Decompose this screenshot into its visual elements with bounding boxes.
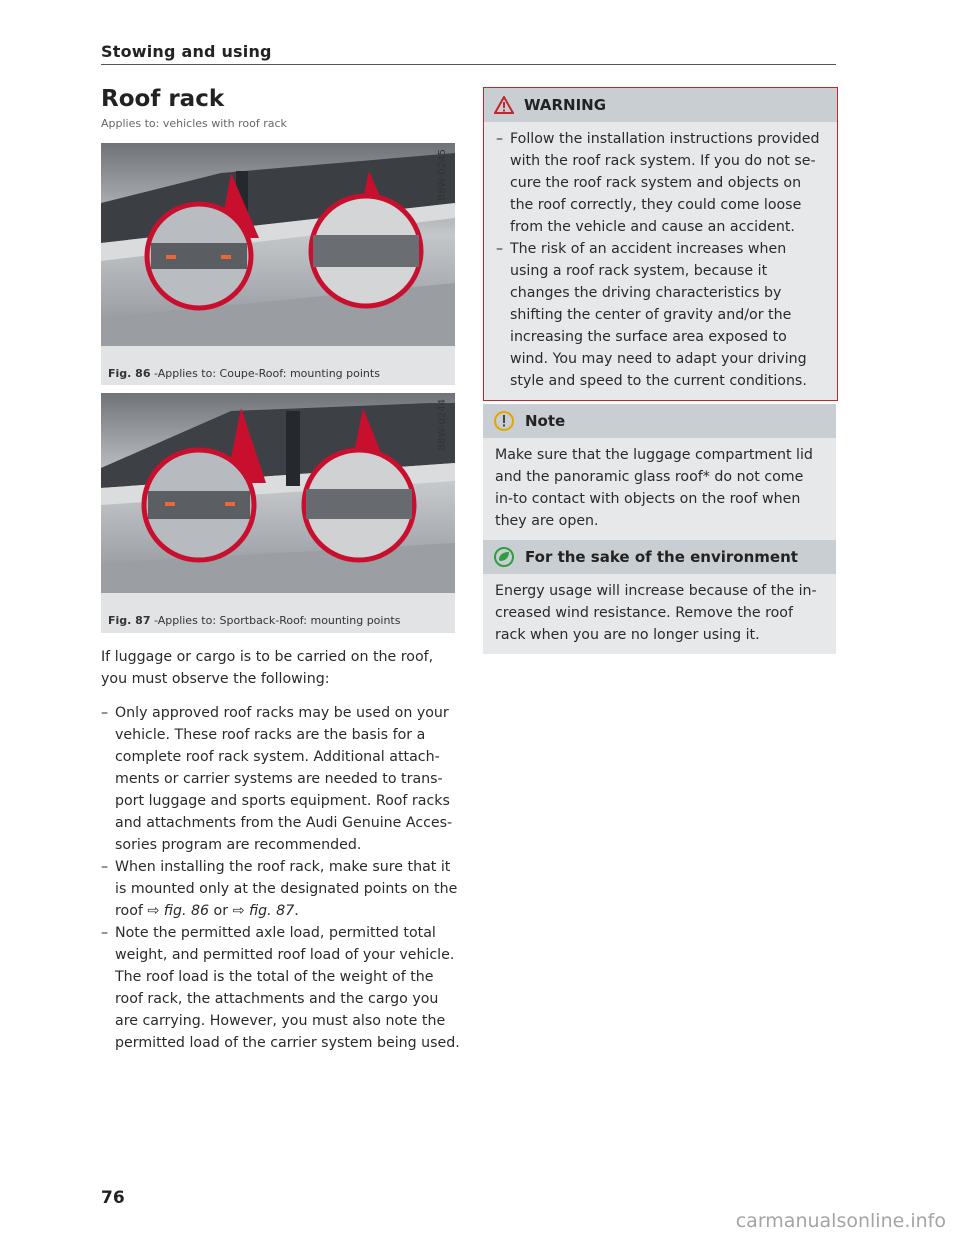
environment-text: Energy usage will increase because of the in-creased wind resistance. Remove the roof rack when you are no longer using it. — [495, 583, 817, 643]
warning-title: WARNING — [524, 96, 607, 114]
warning-triangle-icon — [494, 96, 514, 114]
list-item — [101, 856, 461, 922]
figure-86-caption-text: -Applies to: Coupe-Roof: mounting points — [150, 367, 380, 380]
list-item: – Note the permitted axle load, permitted total weight, and permitted roof load of your vehicle. The roof load is the total of the weight of the roof rack, the attachments and the cargo you are carrying. However, you must also note the permitted load of the carrier system being used. — [101, 922, 461, 1054]
note-title: Note — [525, 412, 566, 430]
environment-box — [483, 540, 836, 654]
list-item-text: When installing the roof rack, make sure that it is mounted only at the designated points on the roof — [115, 859, 458, 919]
body-text — [101, 646, 461, 1054]
figure-87-caption-text: -Applies to: Sportback-Roof: mounting points — [150, 614, 401, 627]
note-body — [483, 438, 836, 540]
intro-paragraph: If luggage or cargo is to be carried on the roof, you must observe the following: — [101, 649, 434, 687]
warning-header — [484, 88, 837, 122]
figure-87-number: Fig. 87 — [108, 614, 151, 627]
applies-to-note: Applies to: vehicles with roof rack — [101, 117, 287, 130]
info-circle-icon — [493, 410, 515, 432]
figure-87-code: B8W-0244 — [437, 399, 448, 451]
note-header — [483, 404, 836, 438]
figure-87-photo — [101, 393, 455, 593]
warning-list — [496, 128, 825, 392]
fig-86-link[interactable]: ⇨ fig. 86 — [147, 903, 210, 919]
requirements-list — [101, 702, 461, 1054]
environment-header — [483, 540, 836, 574]
warning-box — [483, 87, 838, 401]
leaf-icon — [493, 546, 515, 568]
fig-87-link[interactable]: ⇨ fig. 87 — [232, 903, 295, 919]
figure-86-caption — [108, 367, 380, 380]
page-title: Roof rack — [101, 86, 225, 112]
environment-title: For the sake of the environment — [525, 548, 798, 566]
figure-87-caption — [108, 614, 400, 627]
list-item: – Follow the installation instructions provided with the roof rack system. If you do not se-cure the roof rack system and objects on the roof correctly, they could come loose from the vehicle and cause an accident. — [496, 128, 825, 238]
watermark: carmanualsonline.info — [735, 1210, 946, 1232]
figure-86-photo — [101, 143, 455, 346]
environment-body — [483, 574, 836, 654]
list-item-text: . — [294, 903, 299, 919]
warning-body — [484, 122, 837, 400]
section-title: Stowing and using — [101, 42, 272, 61]
header-rule — [101, 64, 836, 65]
page-number: 76 — [101, 1188, 125, 1208]
note-box — [483, 404, 836, 540]
list-item: – Only approved roof racks may be used on your vehicle. These roof racks are the basis for a complete roof rack system. Additional attach-ments or carrier systems are needed to trans-port luggage and sports equipment. Roof racks and attachments from the Audi Genuine Acces-sories program are recommended. — [101, 702, 461, 856]
figure-86-number: Fig. 86 — [108, 367, 151, 380]
figure-87 — [101, 393, 455, 633]
list-item-text: or — [209, 903, 233, 919]
note-text: Make sure that the luggage compartment lid and the panoramic glass roof* do not come in-to contact with objects on the roof when they are open. — [495, 447, 813, 529]
figure-86-code: B8W-0245 — [437, 149, 448, 201]
figure-86 — [101, 143, 455, 385]
list-item: – The risk of an accident increases when using a roof rack system, because it changes the driving characteristics by shifting the center of gravity and/or the increasing the surface area exposed to wind. You may need to adapt your driving style and speed to the current conditions. — [496, 238, 825, 392]
